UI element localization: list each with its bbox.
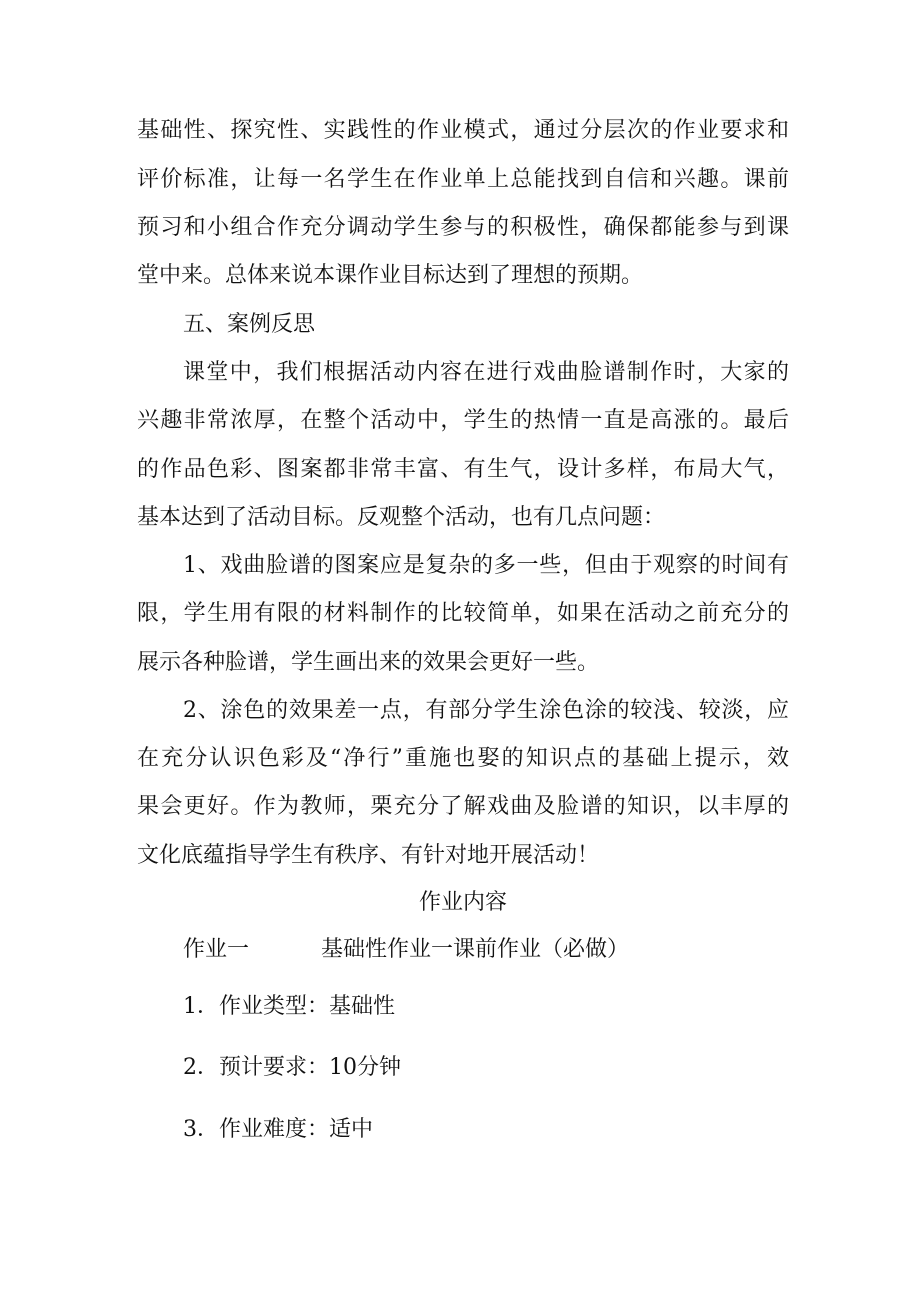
paragraph-1-line-2: 评价标准，让每一名学生在作业单上总能找到自信和兴趣。课前 bbox=[137, 167, 789, 192]
point-1-line-1: 1、戏曲脸谱的图案应是复杂的多一些，但由于观察的时间有 bbox=[183, 553, 789, 578]
paragraph-2-line-2: 兴趣非常浓厚，在整个活动中，学生的热情一直是高涨的。最后 bbox=[137, 408, 789, 433]
paragraph-2-line-4: 基本达到了活动目标。反观整个活动，也有几点问题： bbox=[137, 505, 666, 530]
homework-1-item-difficulty: 3．作业难度：适中 bbox=[183, 1117, 373, 1142]
paragraph-1-line-3: 预习和小组合作充分调动学生参与的积极性，确保都能参与到课 bbox=[137, 215, 789, 240]
homework-1-label: 作业一 bbox=[183, 937, 250, 962]
point-2-line-2: 在充分认识色彩及“净行”重施也娶的知识点的基础上提示，效 bbox=[137, 746, 789, 771]
point-2-line-1: 2、涂色的效果差一点，有部分学生涂色涂的较浅、较淡，应 bbox=[183, 698, 789, 723]
point-2-line-3: 果会更好。作为教师，栗充分了解戏曲及脸谱的知识，以丰厚的 bbox=[137, 794, 789, 819]
homework-1-subtitle: 基础性作业一课前作业（必做） bbox=[321, 937, 630, 962]
point-2-line-4: 文化底蕴指导学生有秩序、有针对地开展活动！ bbox=[137, 843, 600, 868]
paragraph-1-line-1: 基础性、探究性、实践性的作业模式，通过分层次的作业要求和 bbox=[137, 118, 789, 143]
homework-title: 作业内容 bbox=[418, 890, 507, 915]
paragraph-1-line-4: 堂中来。总体来说本课作业目标达到了理想的预期。 bbox=[137, 263, 644, 288]
point-1-line-2: 限，学生用有限的材料制作的比较简单，如果在活动之前充分的 bbox=[137, 601, 789, 626]
homework-1-item-type: 1．作业类型：基础性 bbox=[183, 994, 395, 1019]
homework-1-item-time: 2．预计要求：10分钟 bbox=[183, 1055, 401, 1080]
paragraph-2-line-3: 的作品色彩、图案都非常丰富、有生气，设计多样，布局大气， bbox=[137, 457, 789, 482]
point-1-line-3: 展示各种脸谱，学生画出来的效果会更好一些。 bbox=[137, 650, 600, 675]
paragraph-2-line-1: 课堂中，我们根据活动内容在进行戏曲脸谱制作时，大家的 bbox=[183, 360, 789, 385]
section-heading: 五、案例反思 bbox=[183, 312, 316, 337]
